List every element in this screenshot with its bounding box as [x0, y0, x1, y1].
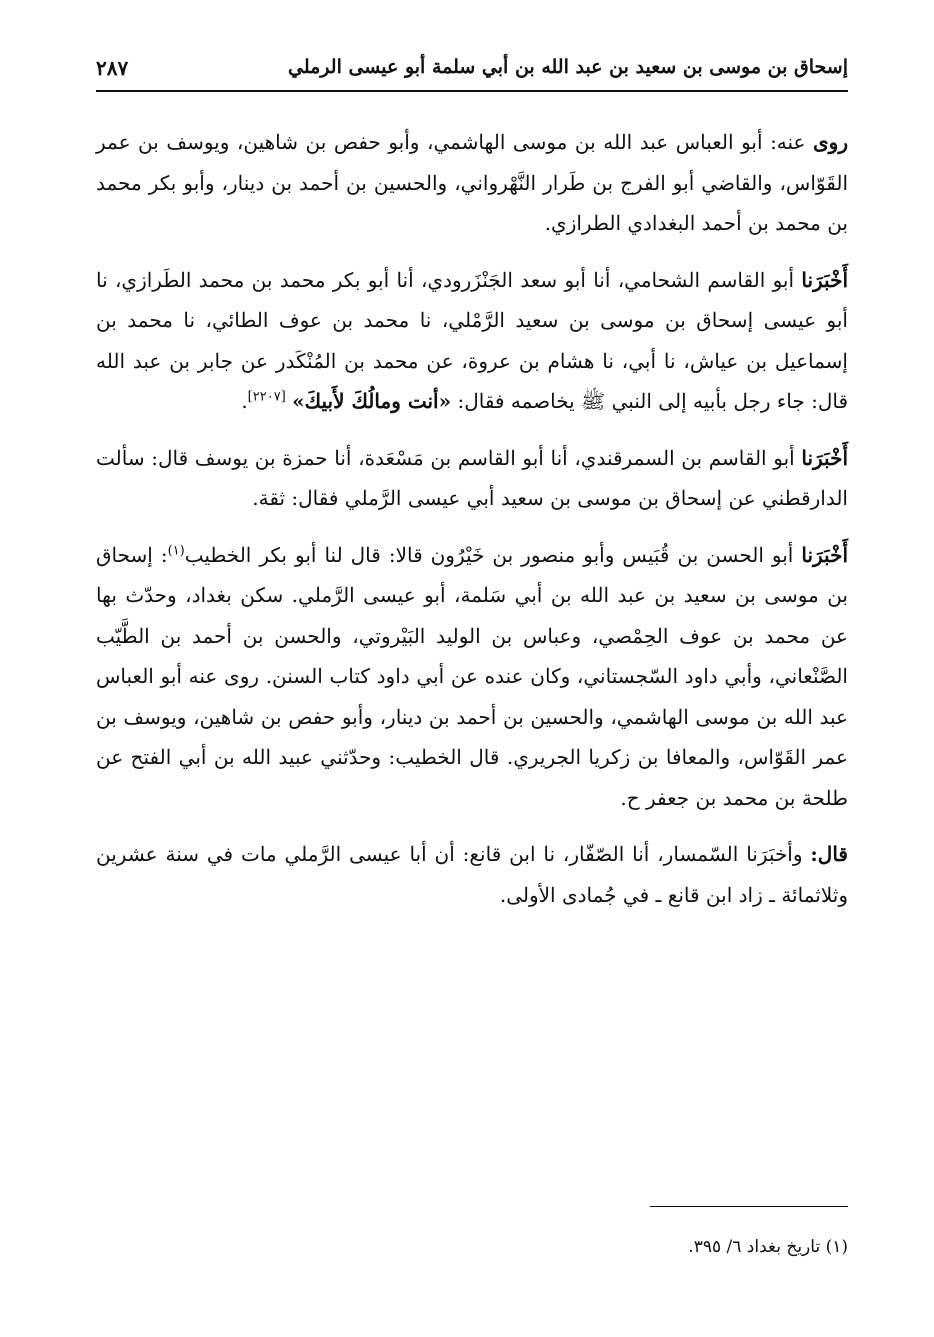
paragraph-daraqutni: [96, 438, 848, 519]
paragraph-lead: قال:: [810, 842, 848, 866]
page-number: ٢٨٧: [96, 56, 129, 80]
paragraph-hadith: [96, 260, 848, 422]
paragraph-text: وأخبَرَنا السّمسار، أنا الصّفّار، نا ابن قانع: أن أبا عيسى الرَّملي مات في سنة عشرين وثلاثمائة ـ زاد ابن قانع ـ في جُمادى الأولى.: [96, 842, 848, 907]
footnote: (١) تاريخ بغداد ٦/ ٣٩٥.: [688, 1237, 848, 1257]
paragraph-text-continued: : إسحاق بن موسى بن سعيد بن عبد الله بن أبي سَلمة، أبو عيسى الرَّملي. سكن بغداد، وحدّث بها عن محمد بن عوف الحِمْصي، وعباس بن الوليد البَيْروتي، والحسن بن أحمد بن الطَّيّب الصَّنْعاني، وأبي داود السّجستاني، وكان عنده عن أبي داود كتاب السنن. روى عنه أبو العباس عبد الله بن موسى الهاشمي، والحسين بن أحمد بن دينار، وأبو حفص بن شاهين، ويوسف بن عمر القَوّاس، والمعافا بن زكريا الجريري. قال الخطيب: وحدّثني عبيد الله بن أبي الفتح عن طلحة بن محمد بن جعفر ح.: [96, 542, 848, 810]
paragraph-lead: أَخْبَرَنا: [801, 445, 849, 470]
hadith-number: [٢٢٠٧]: [247, 389, 286, 405]
paragraph-text: أبو القاسم الشحامي، أنا أبو سعد الجَنْزَرودي، أنا أبو بكر محمد بن محمد الطَرازي، نا أبو عيسى إسحاق بن موسى بن سعيد الرَّمْلي، نا محمد بن عوف الطائي، نا محمد بن إسماعيل بن عياش، نا أبي، نا هشام بن عروة، عن محمد بن المُنْكَدر عن جابر بن عبد الله قال: جاء رجل بأبيه إلى النبي ﷺ يخاصمه فقال:: [96, 267, 848, 413]
body-text: [96, 122, 848, 931]
header-divider: [96, 90, 848, 92]
paragraph-narrators: [96, 122, 848, 244]
footnote-marker[interactable]: (١): [167, 542, 185, 558]
running-header: [96, 52, 848, 88]
running-title: إسحاق بن موسى بن سعيد بن عبد الله بن أبي سلمة أبو عيسى الرملي: [288, 56, 848, 78]
hadith-quote: «أنت ومالُكَ لأَبيكَ»: [292, 389, 452, 413]
paragraph-text: أبو القاسم بن السمرقندي، أنا أبو القاسم بن مَسْعَدة، أنا حمزة بن يوسف قال: سألت الدارقطني عن إسحاق بن موسى بن سعيد أبي عيسى الرَّملي فقال: ثقة.: [96, 445, 848, 510]
paragraph-lead: أَخْبَرَنا: [801, 542, 848, 567]
footnote-divider: [650, 1206, 848, 1207]
paragraph-text: أبو الحسن بن قُبَيس وأبو منصور بن خَيْرُون قالا: قال لنا أبو بكر الخطيب: [184, 542, 802, 567]
paragraph-lead: روى: [813, 130, 848, 154]
paragraph-lead: أَخْبَرَنا: [801, 267, 848, 292]
paragraph-text: عنه: أبو العباس عبد الله بن موسى الهاشمي، وأبو حفص بن شاهين، ويوسف بن عمر القَوّاس، والقاضي أبو الفرج بن طَرار النَّهْرواني، والحسين بن أحمد بن دينار، وأبو بكر محمد بن محمد بن أحمد البغدادي الطرازي.: [96, 130, 848, 235]
paragraph-death-date: [96, 834, 848, 915]
paragraph-khatib: [96, 535, 848, 819]
paragraph-end: .: [241, 389, 248, 413]
